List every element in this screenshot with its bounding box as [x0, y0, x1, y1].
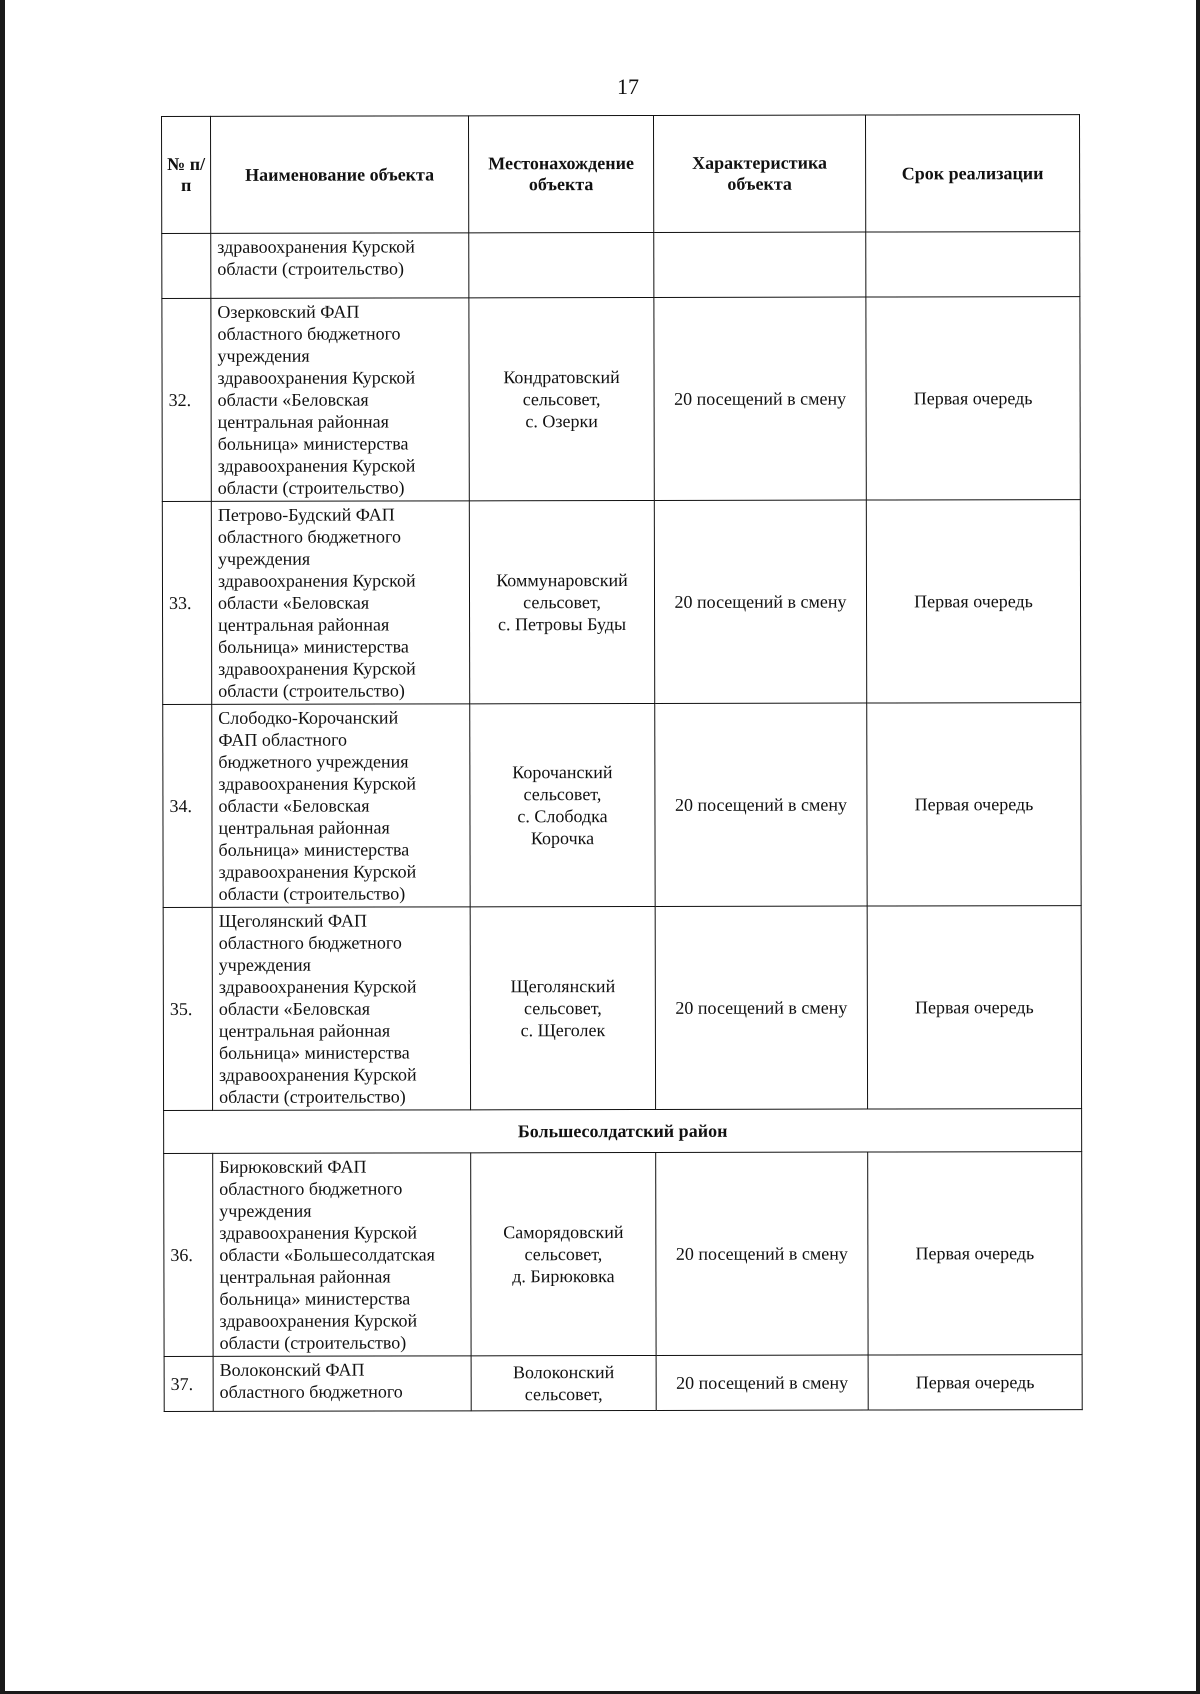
name-line: здравоохранения Курской	[218, 1064, 417, 1085]
header-num: № п/п	[162, 116, 211, 233]
cell-location	[469, 500, 654, 703]
cell-characteristic: 20 посещений в смену	[655, 906, 867, 1109]
name-line: области «Беловская	[217, 389, 369, 410]
cell-location	[470, 703, 655, 906]
name-line: области «Беловская	[218, 795, 370, 816]
header-term: Срок реализации	[865, 115, 1079, 232]
cell-location	[471, 1355, 656, 1410]
name-line: больница» министерства	[218, 1042, 410, 1063]
cell-name	[211, 298, 469, 502]
cell-num: 33.	[162, 501, 211, 704]
name-line: учреждения	[218, 954, 311, 975]
header-characteristic: Характеристика объекта	[653, 115, 865, 232]
name-line: центральная районная	[219, 1266, 391, 1287]
table-row	[163, 703, 1081, 908]
cell-num: 37.	[164, 1356, 213, 1411]
table-row	[164, 1152, 1082, 1357]
name-line: Бирюковский ФАП	[219, 1156, 367, 1177]
name-line: области (строительство)	[217, 258, 404, 279]
name-line: ФАП областного	[218, 729, 348, 750]
location-line: Корочка	[530, 828, 595, 849]
name-line: больница» министерства	[217, 433, 409, 454]
location-line: сельсовет,	[523, 784, 602, 805]
name-line: здравоохранения Курской	[217, 455, 416, 476]
location-line: Щеголянский	[510, 976, 616, 997]
scan-edge-left	[0, 0, 5, 1694]
cell-name	[213, 1356, 471, 1412]
name-line: Озерковский ФАП	[217, 301, 360, 322]
name-line: учреждения	[217, 345, 310, 366]
name-line: здравоохранения Курской	[217, 367, 416, 388]
cell-term: Первая очередь	[868, 1355, 1082, 1410]
location-line: Кондратовский	[503, 367, 620, 388]
location-line: д. Бирюковка	[512, 1266, 615, 1287]
name-line: области «Большесолдатская	[219, 1244, 435, 1265]
cell-characteristic: 20 посещений в смену	[654, 500, 866, 703]
cell-name	[213, 1153, 471, 1357]
cell-characteristic: 20 посещений в смену	[654, 297, 866, 500]
cell-name	[211, 233, 469, 299]
location-line: Волоконский	[513, 1362, 615, 1383]
name-line: Слободко-Корочанский	[218, 707, 399, 728]
cell-term: Первая очередь	[867, 906, 1081, 1109]
name-line: области (строительство)	[219, 1086, 406, 1107]
location-line: Коммунаровский	[496, 570, 628, 591]
name-line: бюджетного учреждения	[218, 751, 409, 772]
name-line: больница» министерства	[219, 1288, 411, 1309]
header-location: Местонахождение объекта	[469, 115, 654, 232]
name-line: области (строительство)	[217, 477, 405, 498]
name-line: учреждения	[217, 548, 311, 569]
name-line: Петрово-Будский ФАП	[217, 504, 395, 525]
page-number: 17	[617, 74, 639, 99]
cell-term	[866, 232, 1080, 297]
cell-name	[211, 501, 469, 705]
name-line: центральная районная	[218, 614, 390, 635]
header-name: Наименование объекта	[211, 116, 469, 234]
location-line: Корочанский	[512, 762, 613, 783]
name-line: больница» министерства	[218, 636, 409, 657]
name-line: Волоконский ФАП	[219, 1359, 365, 1380]
name-line: здравоохранения Курской	[217, 236, 415, 257]
name-line: Щеголянский ФАП	[218, 910, 368, 931]
cell-characteristic: 20 посещений в смену	[655, 703, 867, 906]
continuation-row	[162, 232, 1080, 299]
objects-table	[161, 114, 1083, 1412]
location-line: сельсовет,	[524, 1244, 603, 1265]
cell-location	[470, 906, 655, 1109]
cell-name	[212, 704, 470, 908]
cell-num	[162, 233, 211, 298]
location-line: с. Озерки	[525, 411, 598, 432]
table-row	[163, 906, 1081, 1111]
name-line: областного бюджетного	[217, 323, 401, 344]
cell-term: Первая очередь	[867, 703, 1081, 906]
name-line: области «Беловская	[217, 592, 370, 613]
cell-name	[212, 907, 470, 1111]
table-row	[164, 1355, 1082, 1412]
name-line: здравоохранения Курской	[218, 976, 417, 997]
cell-characteristic	[654, 232, 866, 297]
name-line: здравоохранения Курской	[218, 861, 417, 882]
table-header-row	[162, 115, 1080, 234]
table-body	[162, 232, 1082, 1412]
cell-term: Первая очередь	[866, 500, 1080, 703]
cell-location	[469, 297, 654, 500]
name-line: областного бюджетного	[218, 932, 402, 953]
name-line: области (строительство)	[218, 680, 405, 701]
cell-num: 32.	[162, 298, 211, 501]
section-row	[164, 1109, 1082, 1154]
table-row	[162, 297, 1080, 502]
cell-num: 35.	[163, 907, 212, 1110]
cell-num: 34.	[163, 704, 212, 907]
name-line: областного бюджетного	[219, 1178, 403, 1199]
name-line: здравоохранения Курской	[217, 570, 416, 591]
name-line: центральная районная	[218, 817, 390, 838]
cell-location	[471, 1152, 656, 1355]
name-line: здравоохранения Курской	[218, 773, 417, 794]
name-line: здравоохранения Курской	[218, 658, 416, 679]
name-line: областного бюджетного	[217, 526, 401, 547]
table-row	[162, 500, 1080, 705]
scan-edge-right	[1196, 0, 1200, 1694]
location-line: Саморядовский	[503, 1222, 624, 1243]
name-line: центральная районная	[217, 411, 389, 432]
section-title: Большесолдатский район	[164, 1109, 1082, 1154]
cell-num: 36.	[164, 1153, 213, 1356]
name-line: области (строительство)	[219, 1332, 407, 1353]
cell-characteristic: 20 посещений в смену	[656, 1355, 868, 1410]
location-line: с. Петровы Буды	[497, 614, 627, 635]
name-line: области «Беловская	[218, 998, 371, 1019]
name-line: учреждения	[219, 1200, 312, 1221]
name-line: больница» министерства	[218, 839, 410, 860]
location-line: сельсовет,	[522, 389, 601, 410]
location-line: сельсовет,	[523, 592, 601, 613]
location-line: с. Слободка	[517, 806, 608, 827]
cell-term: Первая очередь	[866, 297, 1080, 500]
cell-characteristic: 20 посещений в смену	[656, 1152, 868, 1355]
location-line: сельсовет,	[523, 998, 602, 1019]
name-line: центральная районная	[218, 1020, 391, 1041]
name-line: здравоохранения Курской	[219, 1222, 417, 1243]
name-line: областного бюджетного	[219, 1381, 403, 1402]
location-line: с. Щеголек	[520, 1020, 606, 1041]
name-line: области (строительство)	[218, 883, 406, 904]
location-line: сельсовет,	[524, 1384, 603, 1405]
cell-location	[469, 232, 654, 297]
name-line: здравоохранения Курской	[219, 1310, 418, 1331]
cell-term: Первая очередь	[868, 1152, 1082, 1355]
